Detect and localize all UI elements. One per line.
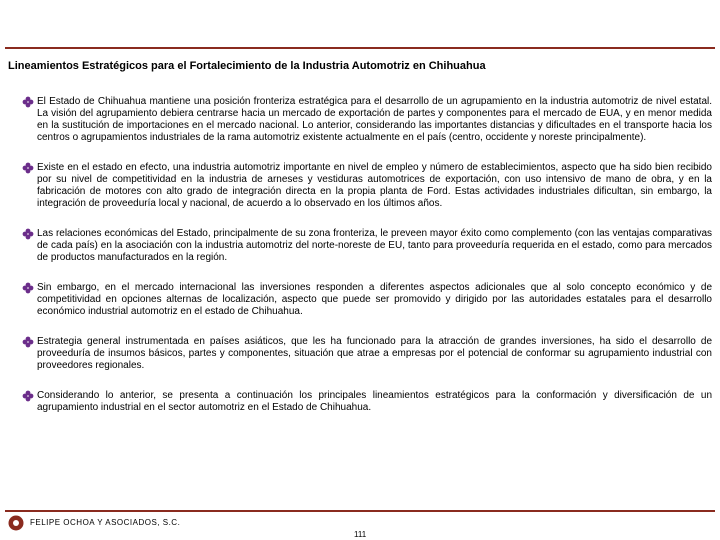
bullet-text: El Estado de Chihuahua mantiene una posición fronteriza estratégica para el desarrollo de un agrupamiento en la industria automotriz de nivel estatal. La visión del agrupamiento debiera centrarse hacia un mercado de exportación de partes y componentes para el mercado de EUA, y en menor medida en la sustitución de importaciones en el mercado nacional. Lo anterior, considerando las importantes distancias y dificultades en el transporte hacia los centros o agrupamientos industriales de la rama automotriz existente actualmente en el país (centro, occidente y noreste principalmente). (37, 96, 712, 143)
list-item (22, 96, 712, 144)
diamond-bullet-icon (22, 228, 34, 240)
bottom-rule (5, 510, 715, 512)
list-item (22, 390, 712, 414)
list-item (22, 282, 712, 318)
bullet-list (22, 96, 712, 432)
diamond-bullet-icon (22, 162, 34, 174)
diamond-bullet-icon (22, 390, 34, 402)
list-item (22, 228, 712, 264)
page-title: Lineamientos Estratégicos para el Fortalecimiento de la Industria Automotriz en Chihuahua (8, 60, 486, 72)
bullet-text: Las relaciones económicas del Estado, principalmente de su zona fronteriza, le preveen mayor éxito como complemento (con las ventajas comparativas de cada país) en la asociación con la industria automotriz del norte-noreste de EU, tanto para proveeduría requerida en el estado, como para mercados de productos manufacturados en la región. (37, 228, 712, 263)
list-item (22, 336, 712, 372)
list-item (22, 162, 712, 210)
top-rule (5, 47, 715, 49)
page-number: 111 (354, 530, 367, 539)
diamond-bullet-icon (22, 282, 34, 294)
bullet-text: Estrategia general instrumentada en países asiáticos, que les ha funcionado para la atracción de grandes inversiones, ha sido el desarrollo de proveeduría de insumos básicos, partes y componentes, situación que atrae a empresas por el potencial de conformar su agrupamiento industrial con proveedores regionales. (37, 336, 712, 371)
bullet-text: Considerando lo anterior, se presenta a continuación los principales lineamientos estratégicos para la conformación y diversificación de un agrupamiento industrial en el sector automotriz en el Estado de Chihuahua. (37, 390, 712, 413)
bullet-text: Sin embargo, en el mercado internacional las inversiones responden a diferentes aspectos adicionales que al solo concepto económico y de competitividad en opciones alternas de localización, aspecto que puede ser promovido y dirigido por las autoridades estatales para el desarrollo económico industrial automotriz en el estado de Chihuahua. (37, 282, 712, 317)
diamond-bullet-icon (22, 336, 34, 348)
diamond-bullet-icon (22, 96, 34, 108)
bullet-text: Existe en el estado en efecto, una industria automotriz importante en nivel de empleo y número de establecimientos, aspecto que ha sido bien recibido por su nivel de competitividad en la industria de arneses y vestiduras automotrices de exportación, con uso intensivo de mano de obra, y en la fabricación de motores con alto grado de integración directa en la propia planta de Ford. Estas actividades industriales dificultan, sin embargo, la integración de proveeduría local y nacional, de acuerdo a lo observado en los últimos años. (37, 162, 712, 209)
company-logo-icon (8, 515, 24, 531)
company-name: FELIPE OCHOA Y ASOCIADOS, S.C. (30, 518, 181, 527)
